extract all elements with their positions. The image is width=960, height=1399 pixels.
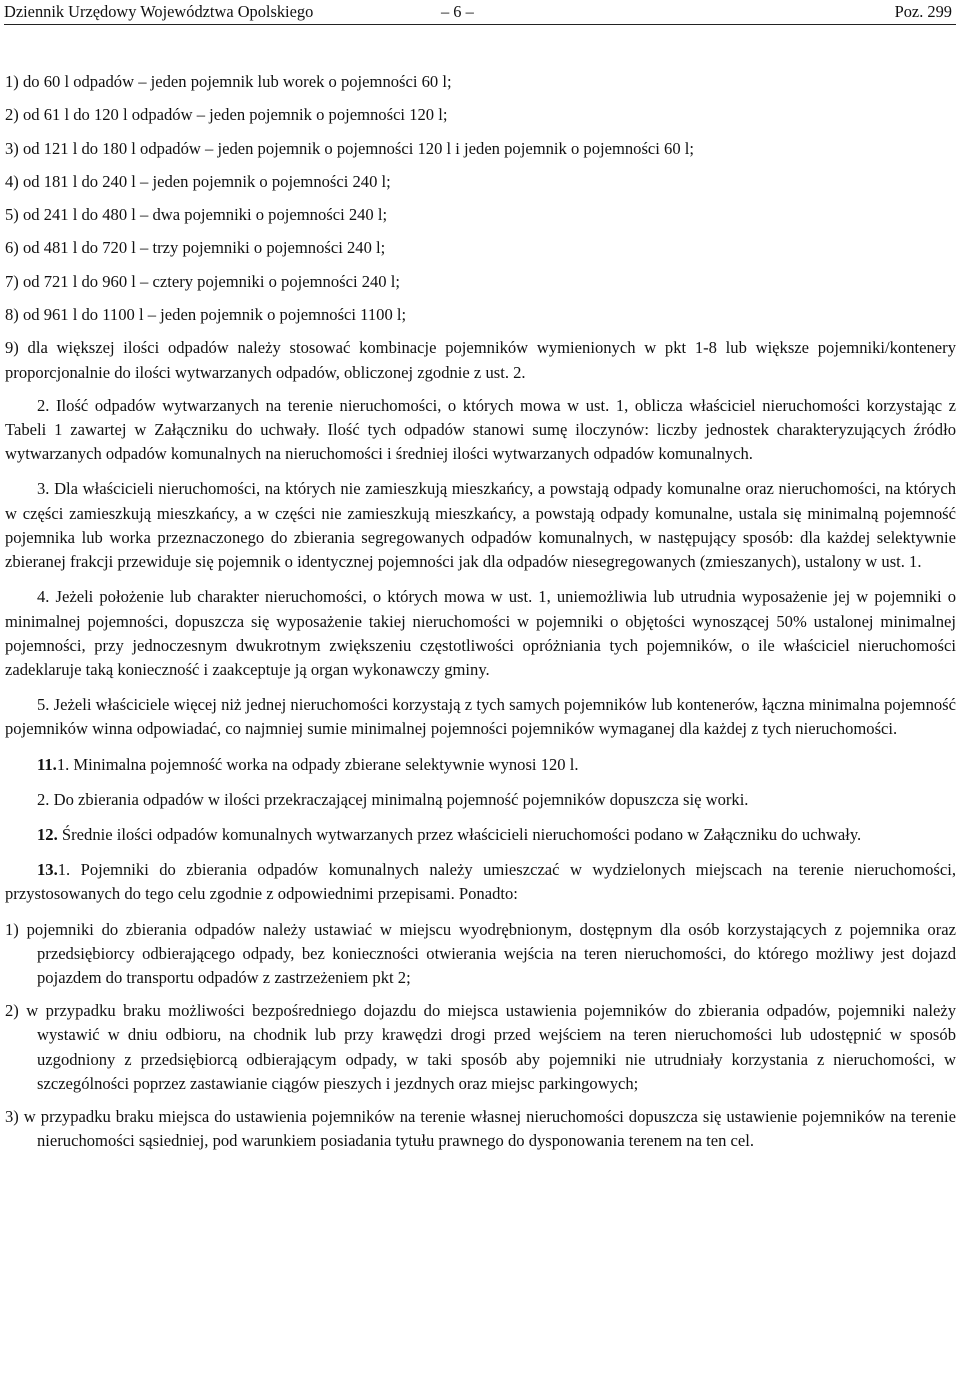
section-11-paragraph-2: 2. Do zbierania odpadów w ilości przekraczającej minimalną pojemność pojemników dopuszcza się worki.: [37, 789, 749, 809]
section-11-number: 11.: [37, 754, 57, 774]
list-item: 3) od 121 l do 180 l odpadów – jeden pojemnik o pojemności 120 l i jeden pojemnik o pojemności 60 l;: [5, 138, 695, 158]
list-item: 5) od 241 l do 480 l – dwa pojemniki o pojemności 240 l;: [5, 205, 388, 225]
paragraph-2: 2. Ilość odpadów wytwarzanych na terenie nieruchomości, o których mowa w ust. 1, oblicza właściciel nieruchomości korzystając z Tabeli 1 zawartej w Załączniku do uchwały. Ilość tych odpadów stanowi sumę iloczynów: liczby jednostek charakteryzujących źródło wytwarzanych odpadów komunalnych na nieruchomości i średniej ilości wytwarzanych odpadów komunalnych.: [5, 395, 956, 464]
capacity-list: [5, 70, 956, 385]
paragraph-4: 4. Jeżeli położenie lub charakter nieruchomości, o których mowa w ust. 1, uniemożliwia lub utrudnia wyposażenie jej w pojemniki o minimalnej pojemności, dopuszcza się wyposażenie takiej nieruchomości w pojemniki o objętości wynoszącej 50% ustalonej minimalnej pojemności, przy jednoczesnym dwukrotnym zwiększeniu częstotliwości opróżniania tych pojemników, o ile właściciel nieruchomości zadeklaruje taką konieczność i zaakceptuje ją organ wykonawczy gminy.: [5, 587, 956, 679]
section-13-paragraph-1: [5, 858, 956, 906]
list-item: 9) dla większej ilości odpadów należy stosować kombinacje pojemników wymienionych w pkt 1-8 lub większe pojemniki/kontenery proporcjonalnie do ilości wytwarzanych odpadów, obliczonej zgodnie z ust. 2.: [5, 338, 956, 382]
paragraph-5: 5. Jeżeli właściciele więcej niż jednej nieruchomości korzystają z tych samych pojemników lub kontenerów, łączna minimalna pojemność pojemników winna odpowiadać, co najmniej sumie minimalnej pojemności pojemników wymaganej dla każdej z tych nieruchomości.: [5, 695, 956, 739]
list-item: 6) od 481 l do 720 l – trzy pojemniki o pojemności 240 l;: [5, 238, 386, 258]
list-item: 1) pojemniki do zbierania odpadów należy ustawiać w miejscu wyodrębnionym, dostępnym dla osób korzystających z pojemnika oraz przedsiębiorcy odbierającego odpady, bez konieczności otwierania wejścia na teren nieruchomości, do którego możliwy jest dojazd pojazdem do transportu odpadów z zastrzeżeniem pkt 2;: [5, 919, 956, 987]
page-header: [4, 0, 956, 25]
placement-list: [5, 918, 956, 1154]
list-item: 8) od 961 l do 1100 l – jeden pojemnik o pojemności 1100 l;: [5, 305, 407, 325]
position-number: Poz. 299: [894, 2, 952, 21]
section-13-text-1: 1. Pojemniki do zbierania odpadów komunalnych należy umieszczać w wydzielonych miejscach na terenie nieruchomości, przystosowanych do tego celu zgodnie z odpowiednimi przepisami. Ponadto:: [5, 860, 956, 904]
document-body: [5, 70, 956, 1163]
list-item: 1) do 60 l odpadów – jeden pojemnik lub worek o pojemności 60 l;: [5, 72, 452, 91]
list-item: 3) w przypadku braku miejsca do ustawienia pojemników na terenie własnej nieruchomości dopuszcza się ustawienie pojemników na terenie nieruchomości sąsiedniej, pod warunkiem posiadania tytułu prawnego do dysponowania terenem na ten cel.: [5, 1107, 956, 1151]
section-13-number: 13.: [37, 860, 58, 880]
section-11-text-1: 1. Minimalna pojemność worka na odpady zbierane selektywnie wynosi 120 l.: [56, 754, 579, 774]
paragraph-3: 3. Dla właścicieli nieruchomości, na których nie zamieszkują mieszkańcy, a powstają odpady komunalne oraz nieruchomości, na których w części zamieszkują mieszkańcy, a w części nie zamieszkują mieszkańcy, a powstają odpady komunalne, ustala się minimalną pojemność pojemnika lub worka przeznaczonego do zbierania segregowanych odpadów komunalnych, w następujący sposób: dla każdej selektywnie zbieranej frakcji przewiduje się pojemnik o identycznej pojemności jak dla odpadów niesegregowanych (zmieszanych), ustalony w ust. 1.: [5, 479, 956, 572]
section-12-number: 12.: [37, 824, 58, 844]
list-item: 2) w przypadku braku możliwości bezpośredniego dojazdu do miejsca ustawienia pojemników do zbierania odpadów, pojemniki należy wystawić w dniu odbioru, na chodnik lub przy krawędzi drogi przed wejściem na teren nieruchomości lub udostępnić w sposób uzgodniony z przedsiębiorcą odbierającym odpady, w taki sposób aby pojemniki nie utrudniały korzystania z nieruchomości, w szczególności poprzez zastawianie ciągów pieszych i jezdnych oraz miejsc parkingowych;: [5, 1001, 956, 1093]
list-item: 4) od 181 l do 240 l – jeden pojemnik o pojemności 240 l;: [5, 171, 391, 191]
section-12-text: Średnie ilości odpadów komunalnych wytwarzanych przez właścicieli nieruchomości podano w Załączniku do uchwały.: [57, 824, 862, 844]
list-item: 2) od 61 l do 120 l odpadów – jeden pojemnik o pojemności 120 l;: [5, 105, 448, 125]
journal-title: Dziennik Urzędowy Województwa Opolskiego: [4, 2, 314, 21]
list-item: 7) od 721 l do 960 l – cztery pojemniki o pojemności 240 l;: [5, 271, 400, 291]
section-12: [5, 823, 956, 847]
section-11-paragraph-1: [5, 753, 956, 777]
page-number: – 6 –: [441, 2, 474, 21]
